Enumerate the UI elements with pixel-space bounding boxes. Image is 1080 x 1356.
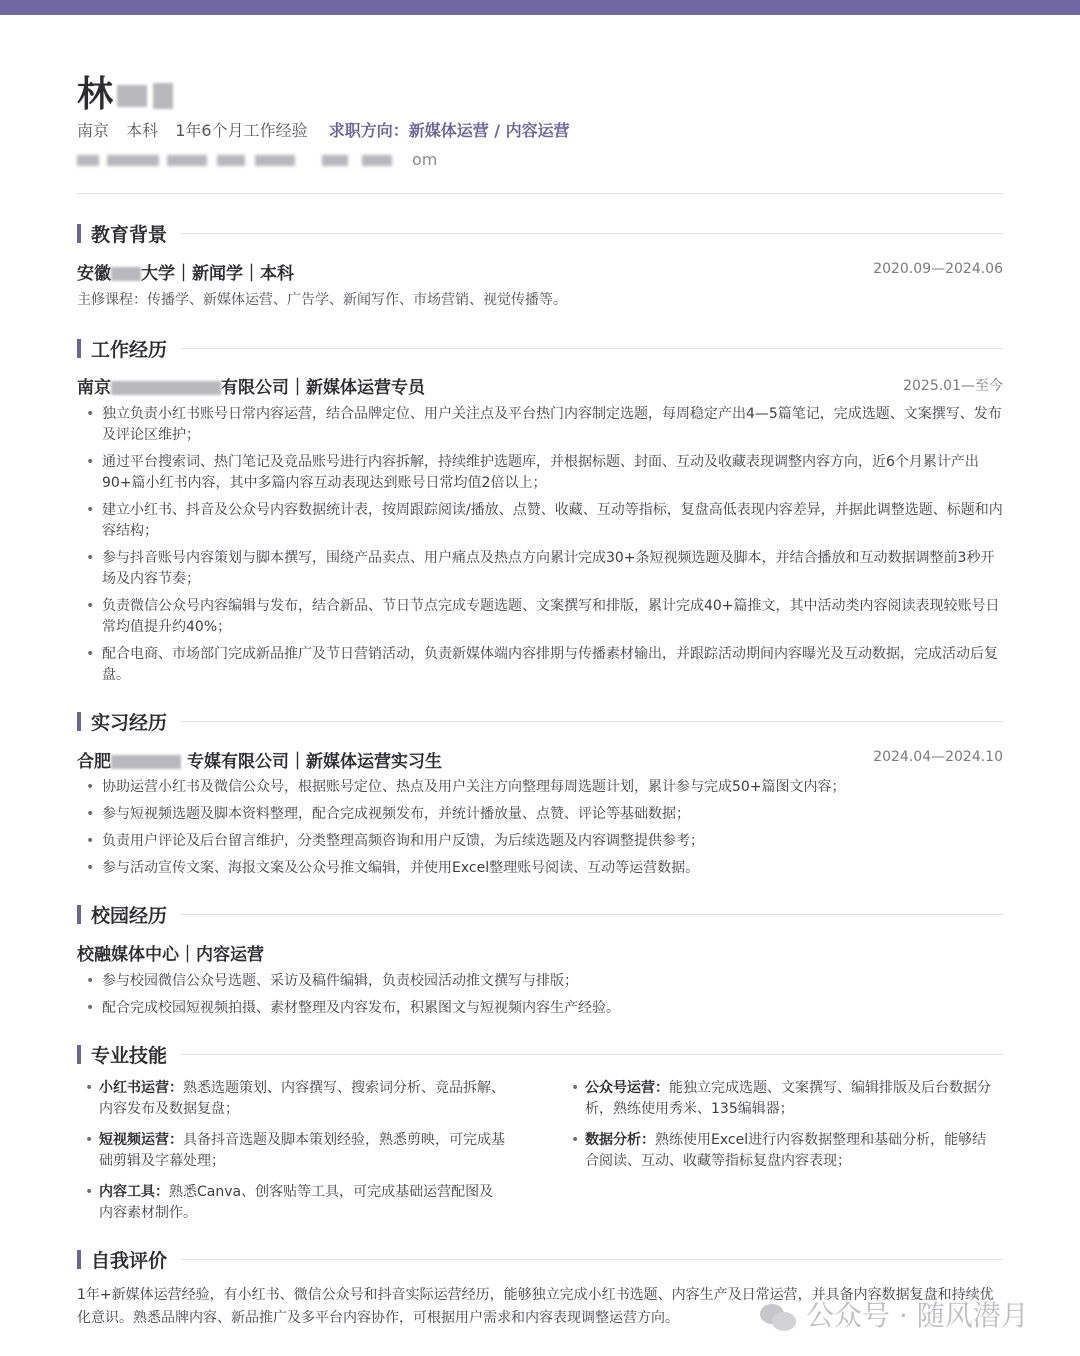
wechat-icon (760, 1302, 798, 1332)
list-item: • 参与短视频选题及脚本资料整理，配合完成视频发布，并统计播放量、点赞、评论等基础数据； (77, 804, 1003, 825)
top-accent-bar (0, 0, 1080, 15)
internship-bullets (77, 777, 1003, 885)
list-item: • 协助运营小红书及微信公众号，根据账号定位、热点及用户关注方向整理每周选题计划，累计参与完成50+篇图文内容； (77, 777, 1003, 798)
section-self-evaluation (77, 1246, 1003, 1274)
skill-label: 数据分析： (585, 1132, 655, 1148)
skill-label: 短视频运营： (99, 1132, 183, 1148)
list-item: • 通过平台搜索词、热门笔记及竞品账号进行内容拆解，持续维护选题库，并根据标题、封面、互动及收藏表现调整内容方向，近6个月累计产出90+篇小红书内容，其中多篇内容互动表现达到账号日常均值2倍以上； (77, 452, 1003, 494)
skill-text: 熟悉选题策划、内容撰写、搜索词分析、竞品拆解、内容发布及数据复盘； (99, 1080, 505, 1117)
redacted-name-2 (153, 83, 173, 109)
candidate-name (77, 66, 173, 117)
list-item: • 负责微信公众号内容编辑与发布，结合新品、节日节点完成专题选题、文案撰写和排版，累计完成40+篇推文，其中活动类内容阅读表现较账号日常均值提升约40%； (77, 596, 1003, 638)
degree: 本科 (126, 121, 159, 140)
section-title: 专业技能 (91, 1045, 168, 1067)
campus-bullets (77, 971, 1003, 1025)
section-marker (77, 1250, 81, 1269)
section-divider (181, 721, 1003, 722)
work-bullets (77, 404, 1003, 692)
school-name-suffix: 大学｜新闻学｜本科 (141, 264, 294, 284)
campus-head (77, 940, 1003, 964)
section-skills (77, 1041, 1003, 1069)
section-internship (77, 708, 1003, 736)
work-org (77, 373, 425, 398)
skill-item (563, 1078, 993, 1120)
section-divider (181, 348, 1003, 349)
redaction-block (77, 155, 99, 166)
internship-head (77, 747, 1003, 771)
internship-date: 2024.04—2024.10 (873, 749, 1003, 765)
redacted-school (111, 267, 141, 281)
section-marker (77, 712, 81, 731)
skill-item (563, 1130, 993, 1172)
section-divider (181, 1259, 1003, 1260)
section-campus (77, 901, 1003, 929)
list-item: • 配合电商、市场部门完成新品推广及节日营销活动，负责新媒体端内容排期与传播素材输出，并跟踪活动期间内容曝光及互动数据，完成活动后复盘。 (77, 644, 1003, 686)
section-work (77, 335, 1003, 363)
internship-org (77, 747, 442, 772)
section-title: 教育背景 (91, 224, 168, 246)
watermark (760, 1294, 1029, 1334)
skill-text: 熟练使用Excel进行内容数据整理和基础分析，能够结合阅读、互动、收藏等指标复盘内容表现； (585, 1132, 987, 1169)
self-evaluation-text: 1年+新媒体运营经验，有小红书、微信公众号和抖音实际运营经历，能够独立完成小红书选题、内容生产及日常运营，并具备内容数据复盘和持续优化意识。熟悉品牌内容、新品推广及多平台内容协作，可根据用户需求和内容表现调整运营方向。 (77, 1287, 994, 1326)
section-marker (77, 1045, 81, 1064)
list-item: • 建立小红书、抖音及公众号内容数据统计表，按周跟踪阅读/播放、点赞、收藏、互动等指标，复盘高低表现内容差异，并据此调整选题、标题和内容结构； (77, 500, 1003, 542)
skill-text: 具备抖音选题及脚本策划经验，熟悉剪映，可完成基础剪辑及字幕处理； (99, 1132, 505, 1169)
contact-info-redacted (77, 150, 477, 174)
list-item: • 参与活动宣传文案、海报文案及公众号推文编辑，并使用Excel整理账号阅读、互动等运营数据。 (77, 858, 1003, 879)
internship-org-prefix: 合肥 (77, 752, 111, 772)
campus-org: 校融媒体中心｜内容运营 (77, 945, 264, 965)
redaction-block (167, 155, 207, 166)
section-title: 校园经历 (91, 905, 168, 927)
skill-label: 小红书运营： (99, 1080, 183, 1096)
experience-years: 1年6个月工作经验 (175, 121, 308, 140)
redaction-block (107, 155, 159, 166)
list-item: • 参与抖音账号内容策划与脚本撰写，围绕产品卖点、用户痛点及热点方向累计完成30+条短视频选题及脚本，并结合播放和互动数据调整前3秒开场及内容节奏； (77, 548, 1003, 590)
list-item: • 独立负责小红书账号日常内容运营，结合品牌定位、用户关注点及平台热门内容制定选题，每周稳定产出4—5篇笔记，完成选题、文案撰写、发布及评论区维护； (77, 404, 1003, 446)
section-marker (77, 339, 81, 358)
section-title: 自我评价 (91, 1250, 168, 1272)
section-divider (181, 1054, 1003, 1055)
redaction-block (255, 155, 295, 166)
redaction-block (217, 155, 245, 166)
redacted-name-1 (117, 85, 147, 107)
section-marker (77, 224, 81, 243)
header-meta (77, 118, 582, 141)
section-marker (77, 905, 81, 924)
skill-item (77, 1078, 507, 1120)
redaction-block (362, 155, 392, 166)
education-courses: 主修课程：传播学、新媒体运营、广告学、新闻写作、市场营销、视觉传播等。 (77, 292, 567, 308)
education-date: 2020.09—2024.06 (873, 261, 1003, 277)
job-target: 求职方向：新媒体运营 / 内容运营 (328, 121, 570, 140)
section-education (77, 220, 1003, 248)
school-name-prefix: 安徽 (77, 264, 111, 284)
work-org-suffix: 有限公司｜新媒体运营专员 (221, 378, 425, 398)
section-divider (181, 233, 1003, 234)
list-item: • 配合完成校园短视频拍摄、素材整理及内容发布，积累图文与短视频内容生产经验。 (77, 998, 1003, 1019)
education-head (77, 259, 1003, 283)
section-title: 实习经历 (91, 712, 168, 734)
skill-label: 公众号运营： (585, 1080, 669, 1096)
redacted-company (111, 381, 221, 395)
skill-label: 内容工具： (99, 1184, 169, 1200)
list-item: • 负责用户评论及后台留言维护，分类整理高频咨询和用户反馈，为后续选题及内容调整提供参考； (77, 831, 1003, 852)
work-head (77, 373, 1003, 397)
education-school (77, 259, 294, 284)
skill-text: 能独立完成选题、文案撰写、编辑排版及后台数据分析，熟练使用秀米、135编辑器； (585, 1080, 991, 1117)
contact-email-tail: om (412, 150, 438, 169)
section-divider (181, 914, 1003, 915)
skill-item (77, 1130, 507, 1172)
redaction-block (322, 155, 348, 166)
work-org-prefix: 南京 (77, 378, 111, 398)
header-divider (77, 193, 1003, 194)
work-date: 2025.01—至今 (903, 378, 1003, 394)
city: 南京 (77, 121, 110, 140)
name-text: 林 (77, 74, 116, 115)
internship-org-suffix: 专媒有限公司｜新媒体运营实习生 (187, 752, 442, 772)
watermark-text: 公众号 · 随风潜月 (806, 1299, 1029, 1332)
redacted-company (111, 755, 181, 769)
skill-item (77, 1182, 507, 1224)
list-item: • 参与校园微信公众号选题、采访及稿件编辑，负责校园活动推文撰写与排版； (77, 971, 1003, 992)
section-title: 工作经历 (91, 339, 168, 361)
skill-text: 熟悉Canva、创客贴等工具，可完成基础运营配图及内容素材制作。 (99, 1184, 494, 1221)
